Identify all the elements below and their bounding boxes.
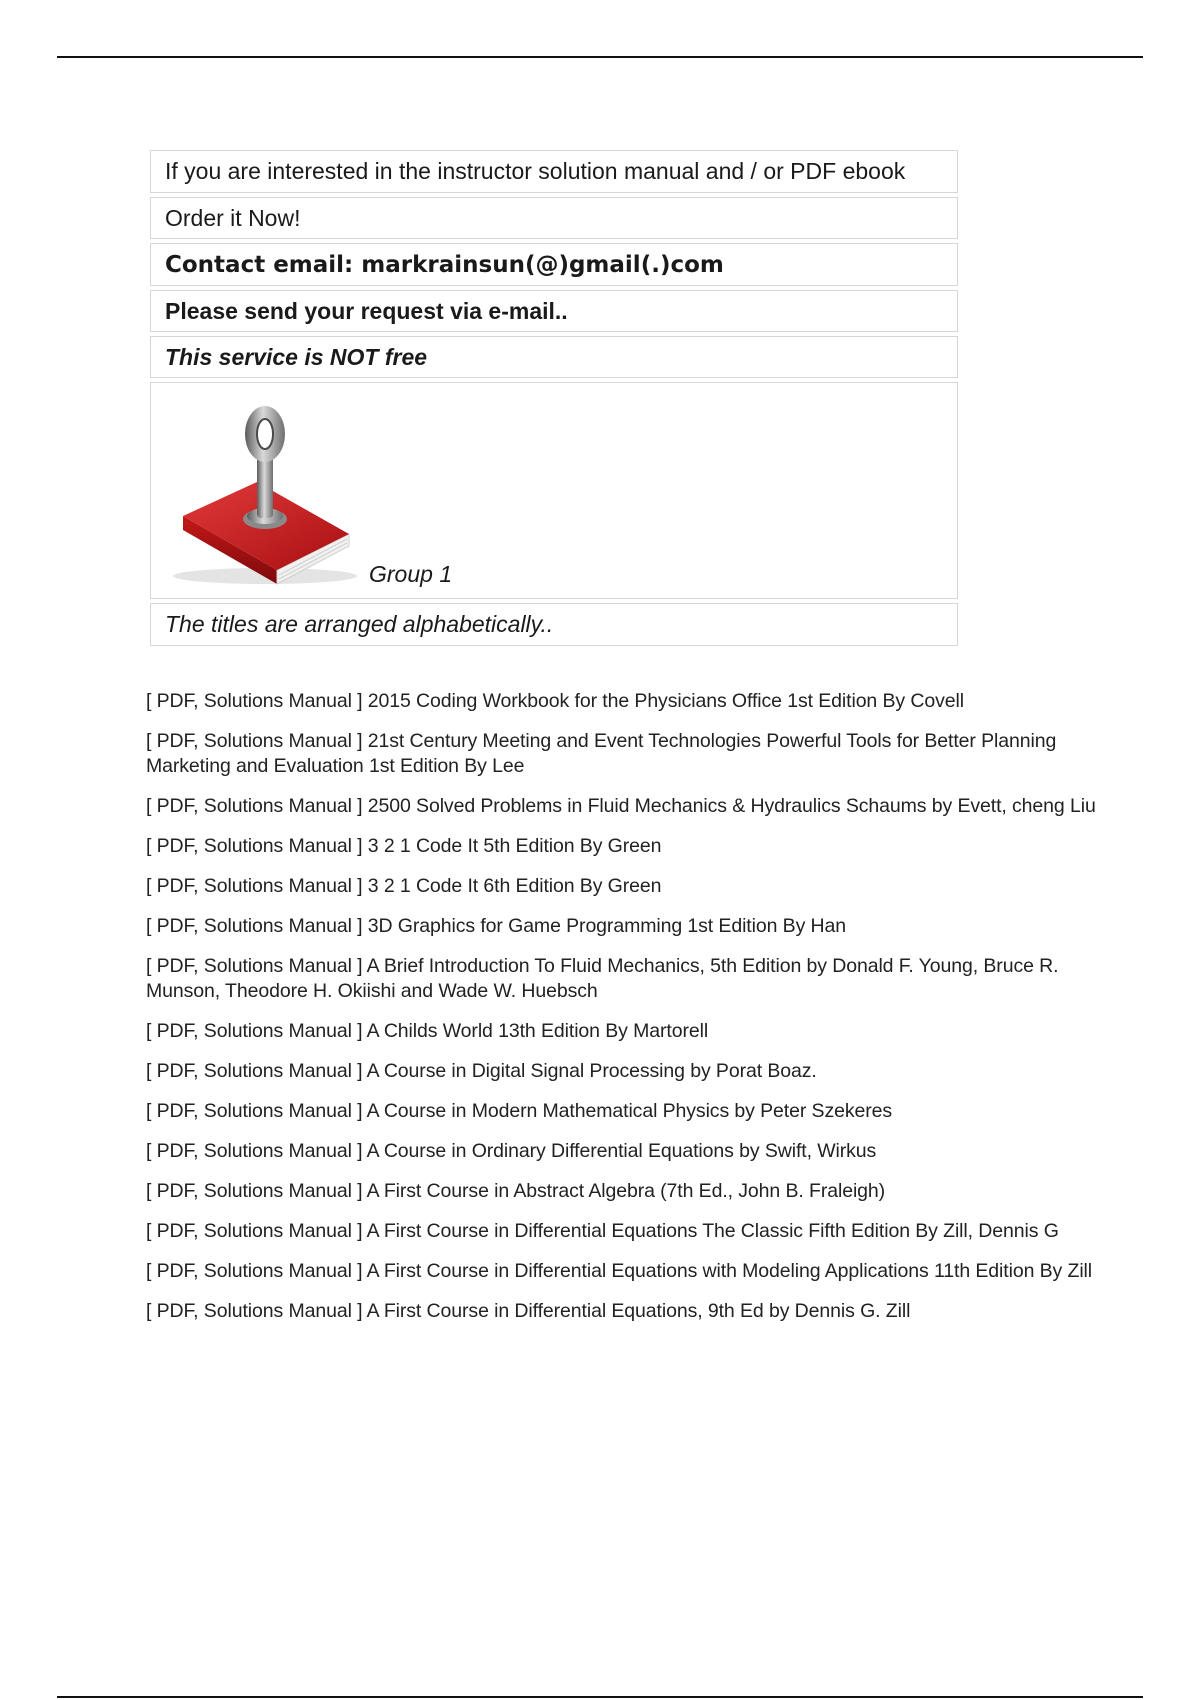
list-item: [ PDF, Solutions Manual ] A First Course in Abstract Algebra (7th Ed., John B. Fraleigh) (146, 1180, 886, 1202)
list-item: [ PDF, Solutions Manual ] A First Course in Differential Equations The Classic Fifth Edition By Zill, Dennis G (146, 1220, 1059, 1242)
list-item: [ PDF, Solutions Manual ] 2500 Solved Problems in Fluid Mechanics & Hydraulics Schaums by Evett, cheng Liu (146, 795, 1096, 817)
promo-box (150, 150, 958, 650)
promo-order: Order it Now! (150, 197, 958, 239)
list-item: [ PDF, Solutions Manual ] A Course in Modern Mathematical Physics by Peter Szekeres (146, 1100, 893, 1122)
locked-book-icon (165, 394, 361, 590)
footer-rule (57, 1696, 1143, 1698)
list-item: [ PDF, Solutions Manual ] 3 2 1 Code It 6th Edition By Green (146, 875, 662, 897)
group-label: Group 1 (369, 561, 453, 587)
header-rule (57, 56, 1143, 58)
list-item: [ PDF, Solutions Manual ] A First Course in Differential Equations with Modeling Applications 11th Edition By Zill (146, 1260, 1093, 1282)
list-item: [ PDF, Solutions Manual ] 3D Graphics for Game Programming 1st Edition By Han (146, 915, 847, 937)
titles-list (146, 689, 1096, 1339)
contact-email: Contact email: markrainsun(@)gmail(.)com (150, 243, 958, 286)
list-item: [ PDF, Solutions Manual ] A Brief Introduction To Fluid Mechanics, 5th Edition by Donald F. Young, Bruce R. Munson, Theodore H. Okiishi and Wade W. Huebsch (146, 955, 1059, 1002)
list-item: [ PDF, Solutions Manual ] 2015 Coding Workbook for the Physicians Office 1st Edition By Covell (146, 690, 964, 712)
list-item: [ PDF, Solutions Manual ] 21st Century Meeting and Event Technologies Powerful Tools for Better Planning Marketing and Evaluation 1st Edition By Lee (146, 730, 1057, 777)
list-item: [ PDF, Solutions Manual ] 3 2 1 Code It 5th Edition By Green (146, 835, 662, 857)
list-item: [ PDF, Solutions Manual ] A Course in Ordinary Differential Equations by Swift, Wirkus (146, 1140, 877, 1162)
list-item: [ PDF, Solutions Manual ] A First Course in Differential Equations, 9th Ed by Dennis G. Zill (146, 1300, 911, 1322)
promo-intro: If you are interested in the instructor solution manual and / or PDF ebook (150, 150, 958, 193)
list-item: [ PDF, Solutions Manual ] A Childs World 13th Edition By Martorell (146, 1020, 709, 1042)
not-free-note: This service is NOT free (150, 336, 958, 378)
arranged-note: The titles are arranged alphabetically.. (150, 603, 958, 646)
group-row (150, 382, 958, 599)
request-note: Please send your request via e-mail.. (150, 290, 958, 332)
list-item: [ PDF, Solutions Manual ] A Course in Digital Signal Processing by Porat Boaz. (146, 1060, 817, 1082)
